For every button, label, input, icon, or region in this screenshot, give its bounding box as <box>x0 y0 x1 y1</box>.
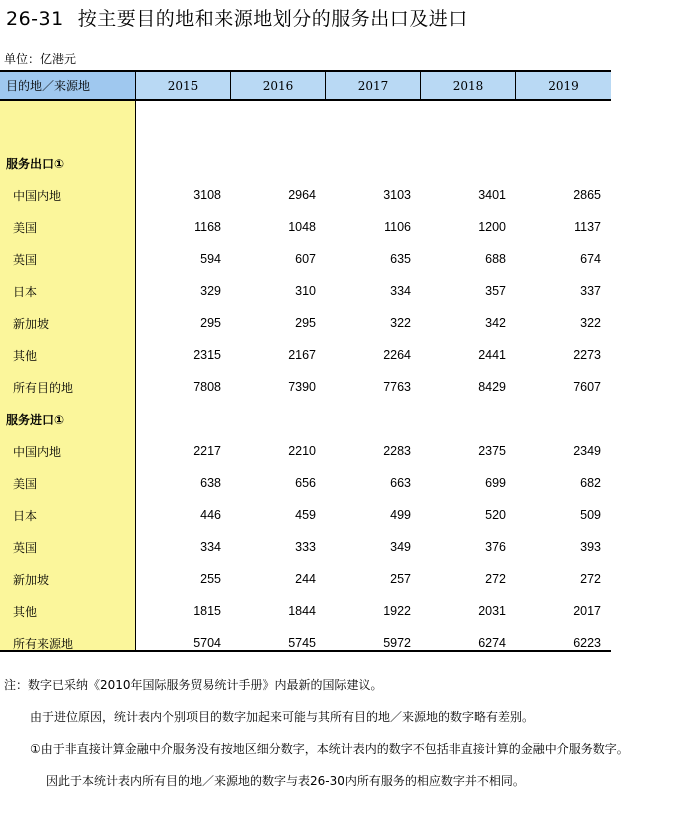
table-cell: 520 <box>485 508 506 522</box>
row-label: 日本 <box>13 508 38 523</box>
table-cell: 2273 <box>573 348 601 362</box>
table-cell: 2217 <box>193 444 221 458</box>
table-cell: 2210 <box>288 444 316 458</box>
page-title <box>6 4 468 31</box>
table-cell: 2964 <box>288 188 316 202</box>
table-cell: 322 <box>390 316 411 330</box>
table-header <box>0 70 611 101</box>
table-cell: 333 <box>295 540 316 554</box>
table-cell: 446 <box>200 508 221 522</box>
table-cell: 594 <box>200 252 221 266</box>
table-cell: 2017 <box>573 604 601 618</box>
header-year: 2017 <box>326 72 421 99</box>
table-row <box>0 595 611 627</box>
header-year: 2015 <box>136 72 231 99</box>
table-row <box>0 275 611 307</box>
table-cell: 7808 <box>193 380 221 394</box>
table-cell: 5704 <box>193 636 221 650</box>
table-row <box>0 179 611 211</box>
table-cell: 342 <box>485 316 506 330</box>
table-cell: 255 <box>200 572 221 586</box>
header-year: 2019 <box>548 78 579 93</box>
note-line: 由于进位原因，统计表内个别项目的数字加起来可能与其所有目的地／来源地的数字略有差别。 <box>30 710 535 724</box>
table-cell: 7390 <box>288 380 316 394</box>
row-label: 日本 <box>13 284 38 299</box>
table-row <box>0 371 611 403</box>
table-cell: 1137 <box>574 220 601 234</box>
row-label: 其他 <box>13 348 38 363</box>
row-label: 美国 <box>13 476 38 491</box>
row-label: 中国内地 <box>13 444 62 459</box>
table-body <box>0 101 611 652</box>
table-cell: 2349 <box>573 444 601 458</box>
table-cell: 6274 <box>478 636 506 650</box>
row-label: 新加坡 <box>13 572 50 587</box>
table-cell: 3108 <box>193 188 221 202</box>
table-cell: 295 <box>200 316 221 330</box>
table-cell: 674 <box>580 252 601 266</box>
table-cell: 1844 <box>288 604 316 618</box>
header-year: 2016 <box>231 72 326 99</box>
table-cell: 607 <box>295 252 316 266</box>
table-number: 26-31 <box>6 8 64 30</box>
table-cell: 329 <box>200 284 221 298</box>
row-label: 其他 <box>13 604 38 619</box>
table-cell: 2865 <box>573 188 601 202</box>
table-cell: 295 <box>295 316 316 330</box>
unit-label: 单位：亿港元 <box>4 52 77 66</box>
row-label: 英国 <box>13 540 38 555</box>
table-cell: 635 <box>390 252 411 266</box>
table-cell: 509 <box>580 508 601 522</box>
section-heading-row <box>0 403 611 435</box>
row-label: 所有目的地 <box>13 380 74 395</box>
data-table <box>0 70 611 652</box>
table-cell: 272 <box>580 572 601 586</box>
table-row <box>0 211 611 243</box>
table-cell: 2264 <box>383 348 411 362</box>
header-destination: 目的地／来源地 <box>0 72 136 99</box>
table-cell: 1168 <box>194 220 221 234</box>
table-cell: 8429 <box>478 380 506 394</box>
row-label: 美国 <box>13 220 38 235</box>
table-cell: 349 <box>390 540 411 554</box>
table-cell: 5745 <box>288 636 316 650</box>
section-heading-row <box>0 147 611 179</box>
table-cell: 663 <box>390 476 411 490</box>
row-label: 所有来源地 <box>13 636 74 651</box>
note-line: ①由于非直接计算金融中介服务没有按地区细分数字，本统计表内的数字不包括非直接计算的金融中介服务数字。 <box>30 742 629 756</box>
table-cell: 1048 <box>288 220 316 234</box>
table-cell: 638 <box>200 476 221 490</box>
table-cell: 334 <box>390 284 411 298</box>
table-cell: 393 <box>580 540 601 554</box>
table-row <box>0 531 611 563</box>
table-cell: 337 <box>580 284 601 298</box>
table-cell: 1106 <box>384 220 411 234</box>
table-cell: 656 <box>295 476 316 490</box>
table-row <box>0 627 611 659</box>
table-cell: 310 <box>295 284 316 298</box>
table-row <box>0 243 611 275</box>
table-cell: 322 <box>580 316 601 330</box>
table-cell: 5972 <box>383 636 411 650</box>
table-cell: 3103 <box>383 188 411 202</box>
row-label: 英国 <box>13 252 38 267</box>
table-cell: 459 <box>295 508 316 522</box>
row-label: 新加坡 <box>13 316 50 331</box>
table-cell: 2031 <box>478 604 506 618</box>
table-cell: 2167 <box>288 348 316 362</box>
table-cell: 376 <box>485 540 506 554</box>
table-cell: 244 <box>295 572 316 586</box>
table-cell: 2315 <box>193 348 221 362</box>
note-line: 注：数字已采纳《2010年国际服务贸易统计手册》内最新的国际建议。 <box>4 678 383 692</box>
table-cell: 682 <box>580 476 601 490</box>
table-cell: 2375 <box>478 444 506 458</box>
note-line: 因此于本统计表内所有目的地／来源地的数字与表26-30内所有服务的相应数字并不相同。 <box>46 774 525 788</box>
table-cell: 7763 <box>383 380 411 394</box>
table-cell: 357 <box>485 284 506 298</box>
table-cell: 1815 <box>193 604 221 618</box>
header-year: 2018 <box>421 72 516 99</box>
table-row <box>0 307 611 339</box>
table-cell: 6223 <box>573 636 601 650</box>
table-row <box>0 467 611 499</box>
table-cell: 272 <box>485 572 506 586</box>
row-label: 中国内地 <box>13 188 62 203</box>
table-cell: 2441 <box>478 348 506 362</box>
table-row <box>0 499 611 531</box>
table-cell: 2283 <box>383 444 411 458</box>
table-cell: 688 <box>485 252 506 266</box>
table-cell: 257 <box>390 572 411 586</box>
table-row <box>0 435 611 467</box>
table-title: 按主要目的地和来源地划分的服务出口及进口 <box>77 8 468 30</box>
table-cell: 7607 <box>573 380 601 394</box>
table-cell: 1200 <box>478 220 506 234</box>
table-cell: 699 <box>485 476 506 490</box>
table-cell: 334 <box>200 540 221 554</box>
section-heading: 服务进口① <box>6 412 65 427</box>
section-heading: 服务出口① <box>6 156 65 171</box>
table-cell: 3401 <box>478 188 506 202</box>
table-row <box>0 339 611 371</box>
table-cell: 499 <box>390 508 411 522</box>
table-cell: 1922 <box>383 604 411 618</box>
table-row <box>0 563 611 595</box>
